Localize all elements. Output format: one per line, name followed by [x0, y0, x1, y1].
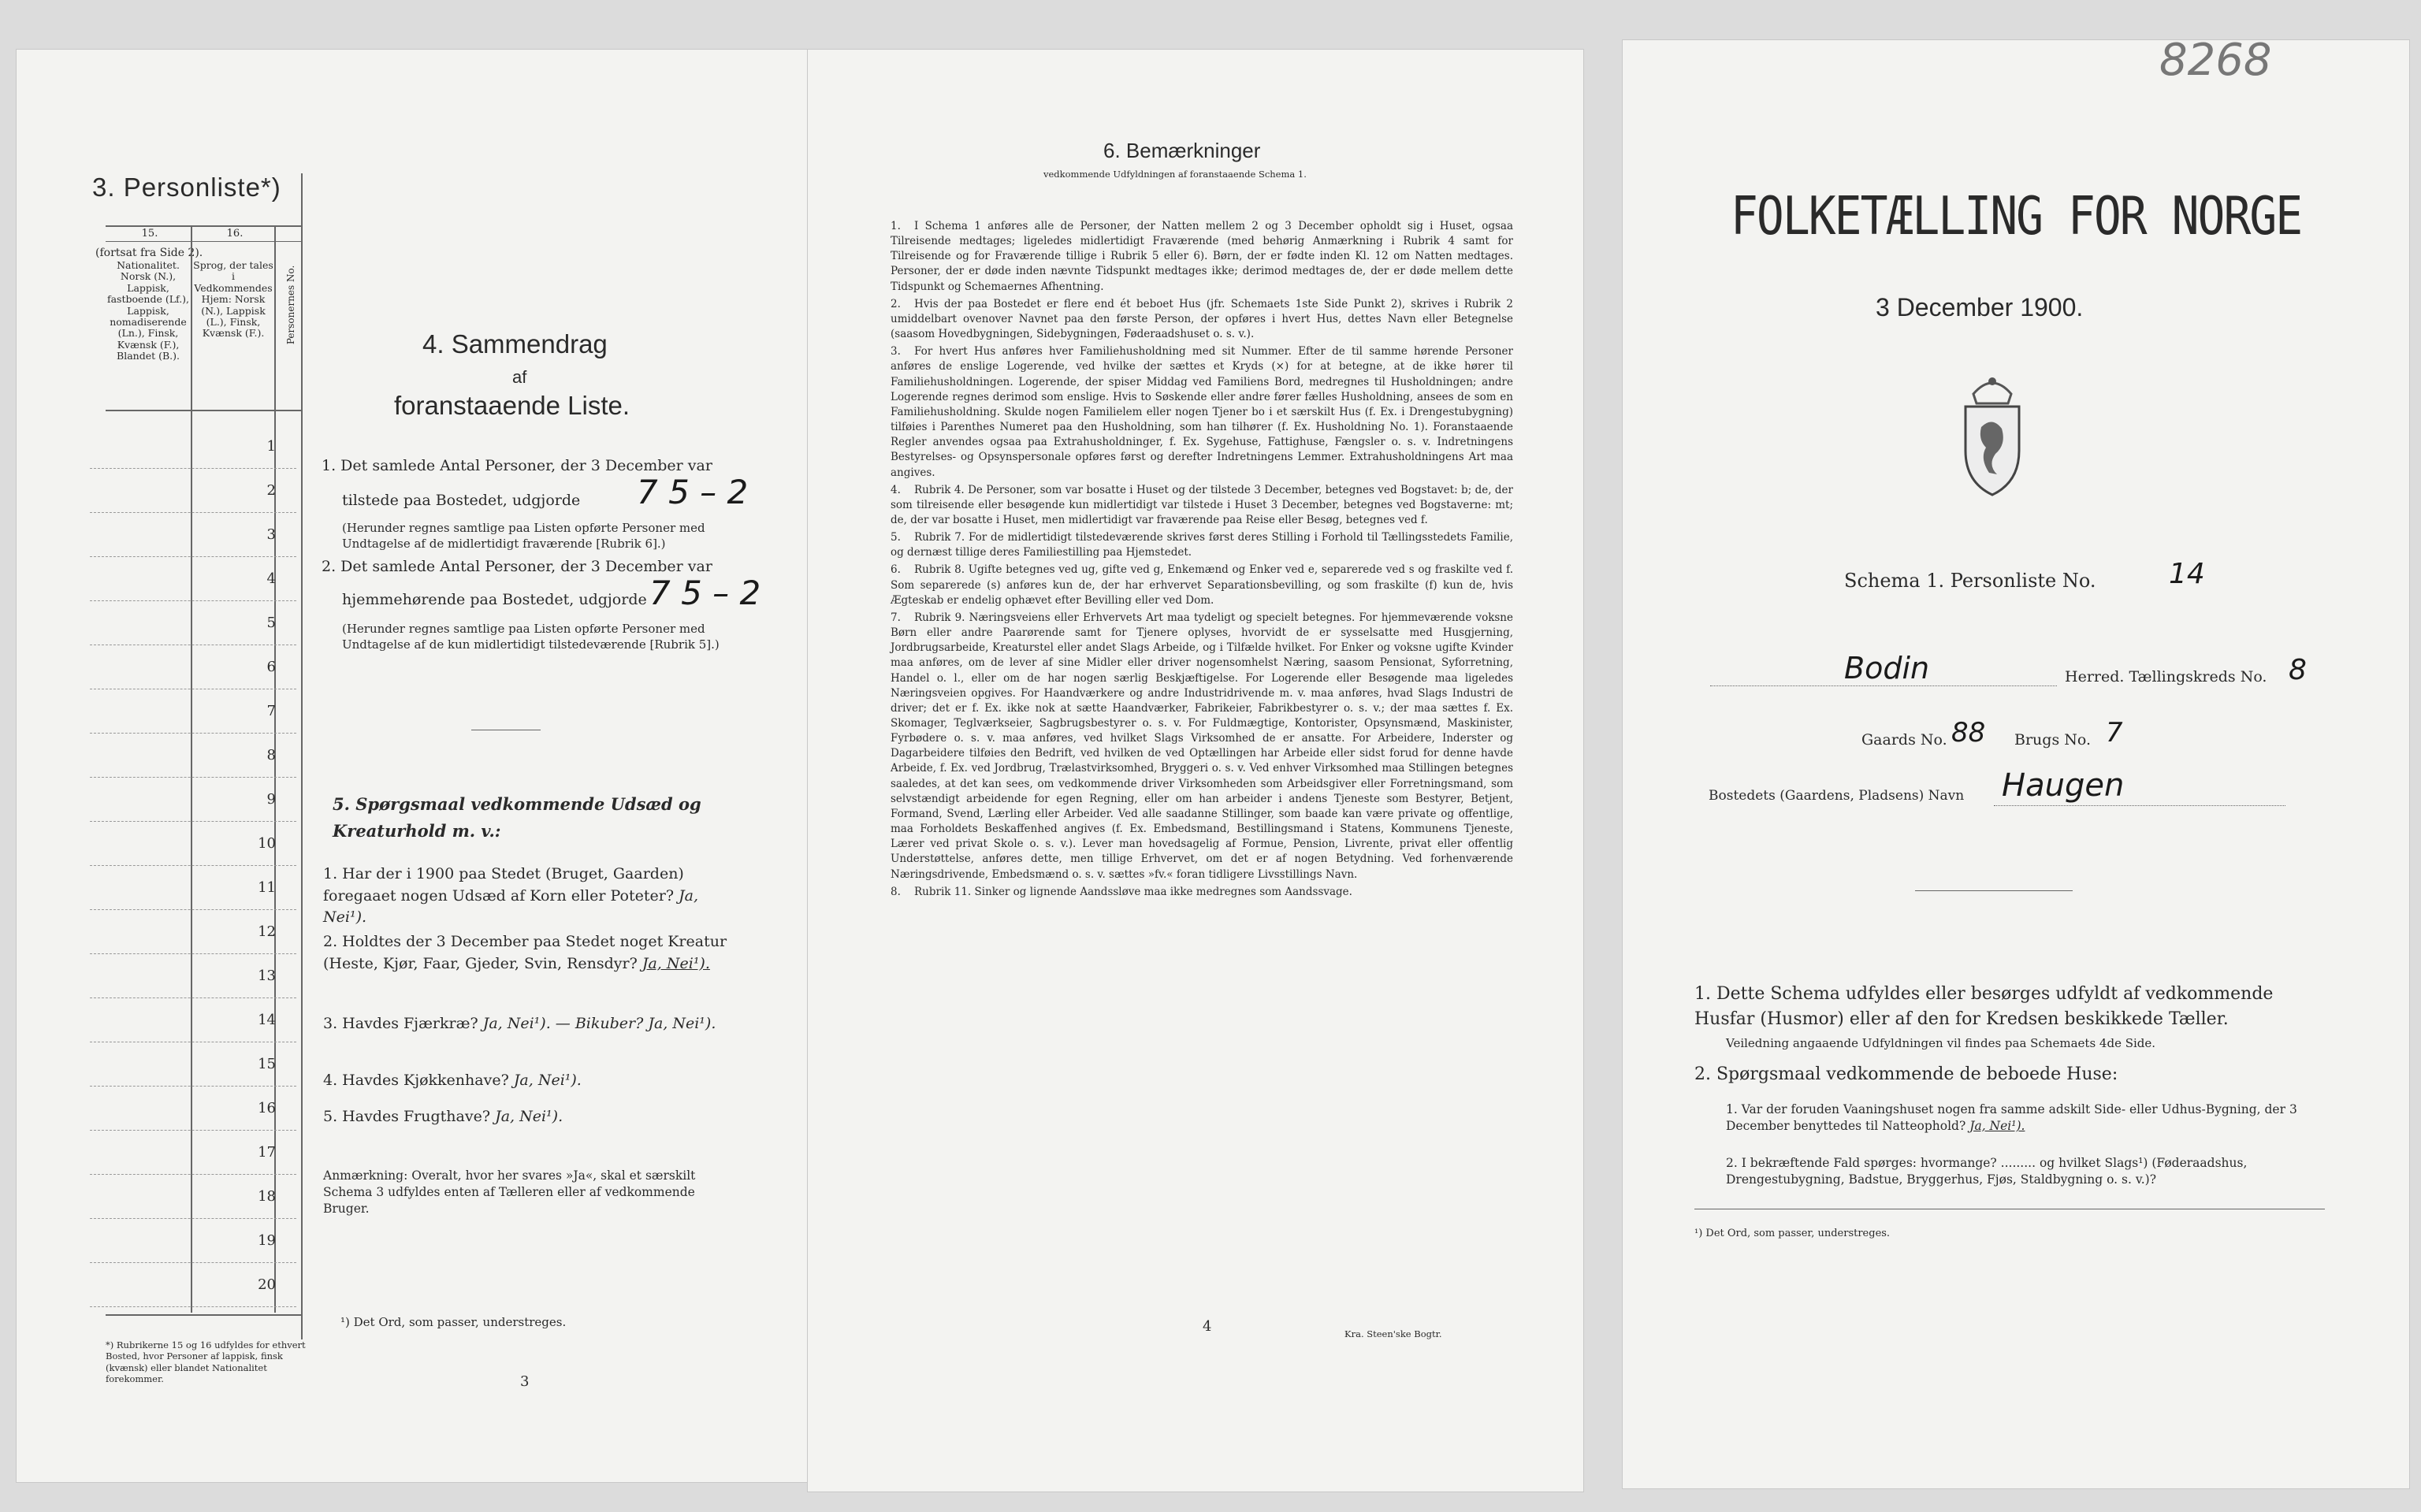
- q5-answer: Ja, Nei¹).: [495, 1108, 563, 1125]
- remark-number: 8.: [891, 885, 901, 898]
- cover-footnote: ¹) Det Ord, som passer, understreges.: [1694, 1228, 1891, 1239]
- row-rule: [90, 1262, 296, 1263]
- instruction-2: 2. Spørgsmaal vedkommende de beboede Huse:: [1694, 1064, 2118, 1084]
- remark-text: Rubrik 8. Ugifte betegnes ved ug, gifte ved g, Enkemænd og Enker ved e, separerede ved s og fraskilte ved f. Som separerede (s) anføres kun de, der har erhvervet Separationsbevilling, og som fraskilte (f) kun de, hvis Ægteskab er endelig ophævet efter Bevilling eller ved Dom.: [891, 563, 1513, 607]
- herred-label: Herred. Tællingskreds No.: [2065, 668, 2267, 685]
- row-number: 3: [266, 526, 276, 543]
- item2-line-a: 2. Det samlede Antal Personer, der 3 December var: [322, 558, 712, 575]
- row-rule: [90, 1130, 296, 1131]
- item1-handwritten: 7 5 – 2: [637, 473, 749, 511]
- row-rule: [90, 1218, 296, 1219]
- remark-text: Hvis der paa Bostedet er flere end ét beboet Hus (jfr. Schemaets 1ste Side Punkt 2), skrives i Rubrik 2 umiddelbart ovenover Navnet paa den første Person, der opføres i hvert Hus, dettes Navn eller Betegnelse (saasom Hovedbygningen, Sidebygningen, Føderaadshuset o. s. v.).: [891, 297, 1513, 341]
- row-number: 11: [258, 879, 276, 896]
- row-number: 1: [266, 438, 276, 455]
- q4-answer: Ja, Nei¹).: [513, 1072, 582, 1089]
- item2-line-b: hjemmehørende paa Bostedet, udgjorde: [342, 591, 647, 608]
- brugs-label: Brugs No.: [2014, 731, 2092, 749]
- kreds-number: 8: [2289, 654, 2307, 686]
- q2-label: 2. Holdtes der 3 December paa Stedet noget Kreatur (Heste, Kjør, Faar, Gjeder, Svin, Rensdyr?: [323, 933, 727, 972]
- q2-answer: Ja, Nei¹).: [642, 954, 710, 972]
- remark-item: [891, 483, 1513, 528]
- remark-number: 2.: [891, 297, 901, 310]
- q1-house-answer: Ja, Nei¹).: [1969, 1118, 2025, 1133]
- instruction-1: 1. Dette Schema udfyldes eller besørges udfyldt af vedkommende Husfar (Husmor) eller af den for Kredsen beskikkede Tæller.: [1694, 984, 2274, 1029]
- herred-line: [1710, 685, 2057, 686]
- table-header-rule: [106, 410, 303, 411]
- row-number: 20: [258, 1276, 276, 1293]
- remark-item: [891, 611, 1513, 882]
- row-rule: [90, 821, 296, 822]
- archive-number: 8268: [2159, 35, 2272, 86]
- remarks-subtitle: vedkommende Udfyldningen af foranstaaende Schema 1.: [1043, 169, 1307, 180]
- left-footnote: ¹) Det Ord, som passer, understreges.: [340, 1315, 567, 1329]
- bosted-value: Haugen: [2002, 767, 2125, 804]
- printer-imprint: Kra. Steen'ske Bogtr.: [1344, 1328, 1442, 1339]
- section5-title: 5. Spørgsmaal vedkommende Udsæd og Kreaturhold m. v.:: [333, 794, 701, 841]
- item2-note: (Herunder regnes samtlige paa Listen opførte Personer med Undtagelse af de kun midlertidigt tilstedeværende [Rubrik 5].): [342, 622, 720, 652]
- remarks-list: [891, 219, 1513, 902]
- q5-label: 5. Havdes Frugthave?: [323, 1108, 491, 1125]
- section3-title: 3. Personliste*): [92, 173, 281, 202]
- remark-text: I Schema 1 anføres alle de Personer, der Natten mellem 2 og 3 December opholdt sig i Huset, ogsaa Tilreisende medtages; ligeledes midlertidigt Fraværende (med behørig Anmærkning i Rubrik 4 samt for Tilreisende og for Fraværende tillige i Rubrik 5 eller 6). Børn, der er fødte inden Kl. 12 om Natten medtages. Personer, der er døde inden nævnte Tidspunkt medtages ikke; derimod medtages de, der er døde mellem dette Tidspunkt og Schemaernes Afhentning.: [891, 220, 1513, 293]
- q5-text: [323, 1106, 733, 1128]
- item1-line-a: 1. Det samlede Antal Personer, der 3 December var: [322, 457, 712, 474]
- table-top-rule: [106, 225, 303, 227]
- instruction-2-q1: [1726, 1101, 2325, 1135]
- remark-number: 4.: [891, 483, 901, 496]
- remark-number: 5.: [891, 531, 901, 544]
- row-rule: [90, 1306, 296, 1307]
- remark-item: [891, 344, 1513, 480]
- col-divider-15-16: [191, 225, 192, 1313]
- row-rule: [90, 777, 296, 778]
- row-number: 14: [258, 1012, 276, 1028]
- remarks-title: 6. Bemærkninger: [1103, 139, 1261, 162]
- col16-number: 16.: [226, 228, 244, 240]
- row-rule: [90, 865, 296, 866]
- remark-text: Rubrik 7. For de midlertidigt tilstedeværende skrives først deres Stilling i Forhold til Tællingsstedets Familie, og dernæst tillige deres Familiestilling paa Hjemstedet.: [891, 531, 1513, 559]
- section4-title: 4. Sammendrag: [422, 329, 608, 358]
- table-bottom-rule: [106, 1314, 303, 1316]
- bosted-line: [1994, 805, 2285, 806]
- row-number: 8: [266, 747, 276, 763]
- item1-note: (Herunder regnes samtlige paa Listen opførte Personer med Undtagelse af de midlertidigt fraværende [Rubrik 6].): [342, 521, 705, 552]
- remark-number: 6.: [891, 563, 901, 577]
- row-number: 18: [258, 1188, 276, 1205]
- instruction-1-note: Veiledning angaaende Udfyldningen vil findes paa Schemaets 4de Side.: [1726, 1036, 2156, 1050]
- col15-header: Nationalitet. Norsk (N.), Lappisk, fastboende (Lf.), Lappisk, nomadiserende (Ln.), Finsk, Kvænsk (F.), Blandet (B.).: [106, 259, 190, 362]
- col15-number: 15.: [141, 228, 158, 240]
- row-number: 5: [266, 615, 276, 631]
- item1-line-b: tilstede paa Bostedet, udgjorde: [342, 492, 581, 509]
- row-number: 6: [266, 659, 276, 675]
- remark-item: [891, 530, 1513, 560]
- ornament-rule: [1915, 890, 2073, 891]
- brugs-number: 7: [2106, 717, 2123, 749]
- remark-text: For hvert Hus anføres hver Familiehusholdning med sit Nummer. Efter de til samme hørende Personer anføres de enslige Logerende, ved hvilke der sættes et Kryds (×) for at betegne, at de ikke hører til Familiehusholdningen. Logerende, der spiser Middag ved Familiens Bord, medregnes til Husholdningen; andre Logerende regnes derimod som enslige. Hvis to Søskende eller andre fører fælles Husholdning, ansees de som en Familiehusholdning. Skulde nogen Familielem eller nogen Tjener bo i et særskilt Hus (f. Ex. i Drengestubygning) tilføies i Parenthes Numeret paa den Husholdning, som han tilhører (f. Ex. Husholdning No. 1). Foranstaaende Regler anvendes ogsaa paa Extrahusholdninger, f. Ex. Sygehuse, Fattighuse, Fængsler o. s. v. Indretningens Bestyrelses- og Opsynspersonale opføres først og derefter Indretningens Lemmer. Extrahusholdningens Art maa angives.: [891, 345, 1513, 479]
- instruction-2-q2: 2. I bekræftende Fald spørges: hvormange? ......... og hvilket Slags¹) (Føderaadshus, Drengestubygning, Badstue, Bryggerhus, Fjøs, Staldbygning o. s. v.)?: [1726, 1156, 2248, 1187]
- row-number: 15: [258, 1056, 276, 1072]
- bosted-label: Bostedets (Gaardens, Pladsens) Navn: [1709, 788, 1965, 804]
- middle-page-number: 4: [1203, 1318, 1212, 1335]
- q4-label: 4. Havdes Kjøkkenhave?: [323, 1072, 509, 1089]
- cover-page: [1622, 39, 2410, 1489]
- row-number: 9: [266, 791, 276, 808]
- schema-label: Schema 1. Personliste No.: [1844, 570, 2096, 592]
- remark-item: [891, 297, 1513, 342]
- cover-title: FOLKETÆLLING FOR NORGE: [1731, 184, 2302, 247]
- row-number: 7: [266, 703, 276, 719]
- q1-text: [323, 864, 733, 929]
- row-rule: [90, 953, 296, 954]
- herred-value: Bodin: [1844, 651, 1930, 685]
- remark-item: [891, 219, 1513, 295]
- q4-text: [323, 1070, 733, 1092]
- remark-text: Rubrik 4. De Personer, som var bosatte i Huset og der tilstede 3 December, betegnes ved Bogstavet: b; de, der som tilreisende eller besøgende kun midlertidigt var tilstede i Huset 3 December, betegnes ved Bogstaverne: mt; de, der var bosatte i Huset, men midlertidigt var fraværende paa Reise eller Besøg, betegnes ved f.: [891, 483, 1513, 526]
- row-number: 4: [266, 570, 276, 587]
- row-rule: [90, 512, 296, 513]
- row-number: 13: [258, 968, 276, 984]
- q1-house-text: 1. Var der foruden Vaaningshuset nogen fra samme adskilt Side- eller Udhus-Bygning, der 3 December benyttedes til Natteophold?: [1726, 1102, 2297, 1133]
- q3-answer: Ja, Nei¹). — Bikuber? Ja, Nei¹).: [482, 1015, 716, 1032]
- remark-text: Rubrik 11. Sinker og lignende Aandssløve maa ikke medregnes som Aandssvage.: [914, 885, 1352, 898]
- remark-number: 7.: [891, 611, 901, 624]
- remark-number: 3.: [891, 345, 901, 358]
- remark-item: [891, 885, 1513, 900]
- coat-of-arms-icon: [1958, 372, 2027, 498]
- cover-date: 3 December 1900.: [1876, 293, 2084, 321]
- schema-number: 14: [2169, 558, 2205, 590]
- q3-label: 3. Havdes Fjærkræ?: [323, 1015, 478, 1032]
- section4-subtitle: foranstaaende Liste.: [394, 391, 630, 420]
- q2-text: [323, 931, 733, 975]
- row-rule: [90, 733, 296, 734]
- row-rule: [90, 556, 296, 557]
- q1-answer: Ja, Nei¹).: [323, 886, 699, 927]
- gaards-label: Gaards No.: [1861, 731, 1947, 749]
- row-rule: [90, 997, 296, 998]
- item2-handwritten: 7 5 – 2: [649, 574, 761, 612]
- row-number: 19: [258, 1232, 276, 1249]
- page-margin-rule: [301, 173, 303, 1339]
- row-rule: [90, 468, 296, 469]
- gaards-number: 88: [1951, 717, 1986, 749]
- remark-text: Rubrik 9. Næringsveiens eller Erhvervets Art maa tydeligt og specielt betegnes. For hjemmeværende voksne Børn eller andre Paarørende samt for Tjenere oplyses, hvorvidt de er sysselsatte med Husgjerning, Jordbrugsarbeide, Kreaturstel eller andet Slags Arbeide, og i Tilfælde hvilket. For Enker og voksne ugifte Kvinder maa anføres, om de lever af sine Midler eller driver nogensomhelst Næring, saasom Pensionat, Syforretning, Handel o. l., eller om de har nogen særlig Beskjæftigelse. For Logerende eller Besøgende maa ligeledes Næringsveien opgives. For Haandværkere og andre Industridrivende m. v. maa anføres, hvad Slags Industri de driver; det er f. Ex. ikke nok at sætte Haandværker, Fabrikeier, Fabrikbestyrer o. s. v.; der maa sættes f. Ex. Skomager, Teglværkseier, Sagbrugsbestyrer o. s. v. For Fuldmægtige, Kontorister, Opsynsmænd, Maskinister, Fyrbødere o. s. v. maa anføres, ved hvilket Slags Virksomhed de er ansatte. For Arbeidere, Inderster og Dagarbeidere tilføies den Bedrift, ved hvilken de ved Optællingen har Arbeide eller sidst forud for denne havde Arbeide, f. Ex. ved Jordbrug, Trælastvirksomhed, Bryggeri o. s. v. Ved enhver Virksomhed maa Stillingen betegnes saaledes, at det kan sees, om vedkommende driver Virksomheden som Arbeidsgiver eller Forretningsmand, som selvstændigt arbeidende for egen Regning, eller om han arbeider i andens Tjeneste som Bestyrer, Betjent, Formand, Svend, Lærling eller Arbeider. Ved alle saadanne Stillinger, som baade kan være private og offentlige, maa Forholdets Beskaffenhed angives (f. Ex. Embedsmand, Bestillingsmand i Statens, Kommunens Tjeneste, Lærer ved privat Skole o. s. v.). Lever man hovedsagelig af Formue, Pension, Livrente, privat eller offentlig Understøttelse, anføres dette, men tillige Erhvervet, om det er af nogen Betydning. Ved forhenværende Næringsdrivende, Embedsmænd o. s. v. sættes »fv.« foran tidligere Livsstillings Navn.: [891, 611, 1513, 881]
- q1-label: 1. Har der i 1900 paa Stedet (Bruget, Gaarden) foregaaet nogen Udsæd af Korn eller Poteter?: [323, 865, 684, 905]
- section4-af: af: [512, 367, 527, 387]
- row-number: 10: [258, 835, 276, 852]
- row-number: 2: [266, 482, 276, 499]
- row-number: 12: [258, 923, 276, 940]
- section3-footnote: *) Rubrikerne 15 og 16 udfyldes for ethvert Bosted, hvor Personer af lappisk, finsk (kvænsk) eller blandet Nationalitet forekommer.: [106, 1339, 306, 1385]
- row-rule: [90, 600, 296, 601]
- col17-header: Personernes No.: [285, 265, 297, 345]
- row-rule: [90, 909, 296, 910]
- section3-subtitle: (fortsat fra Side 2).: [95, 247, 203, 259]
- row-number: 17: [258, 1144, 276, 1161]
- q3-text: [323, 1013, 733, 1035]
- row-rule: [90, 1174, 296, 1175]
- row-number: 16: [258, 1100, 276, 1116]
- section5-remark: Anmærkning: Overalt, hvor her svares »Ja«, skal et særskilt Schema 3 udfyldes enten af Tælleren eller af vedkommende Bruger.: [323, 1168, 696, 1216]
- left-page-number: 3: [520, 1373, 530, 1390]
- remark-item: [891, 563, 1513, 607]
- col16-header: Sprog, der tales i Vedkommendes Hjem: Norsk (N.), Lappisk (L.), Finsk, Kvænsk (F.).: [193, 259, 273, 340]
- remark-number: 1.: [891, 220, 901, 232]
- table-num-rule: [106, 241, 303, 242]
- row-rule: [90, 1086, 296, 1087]
